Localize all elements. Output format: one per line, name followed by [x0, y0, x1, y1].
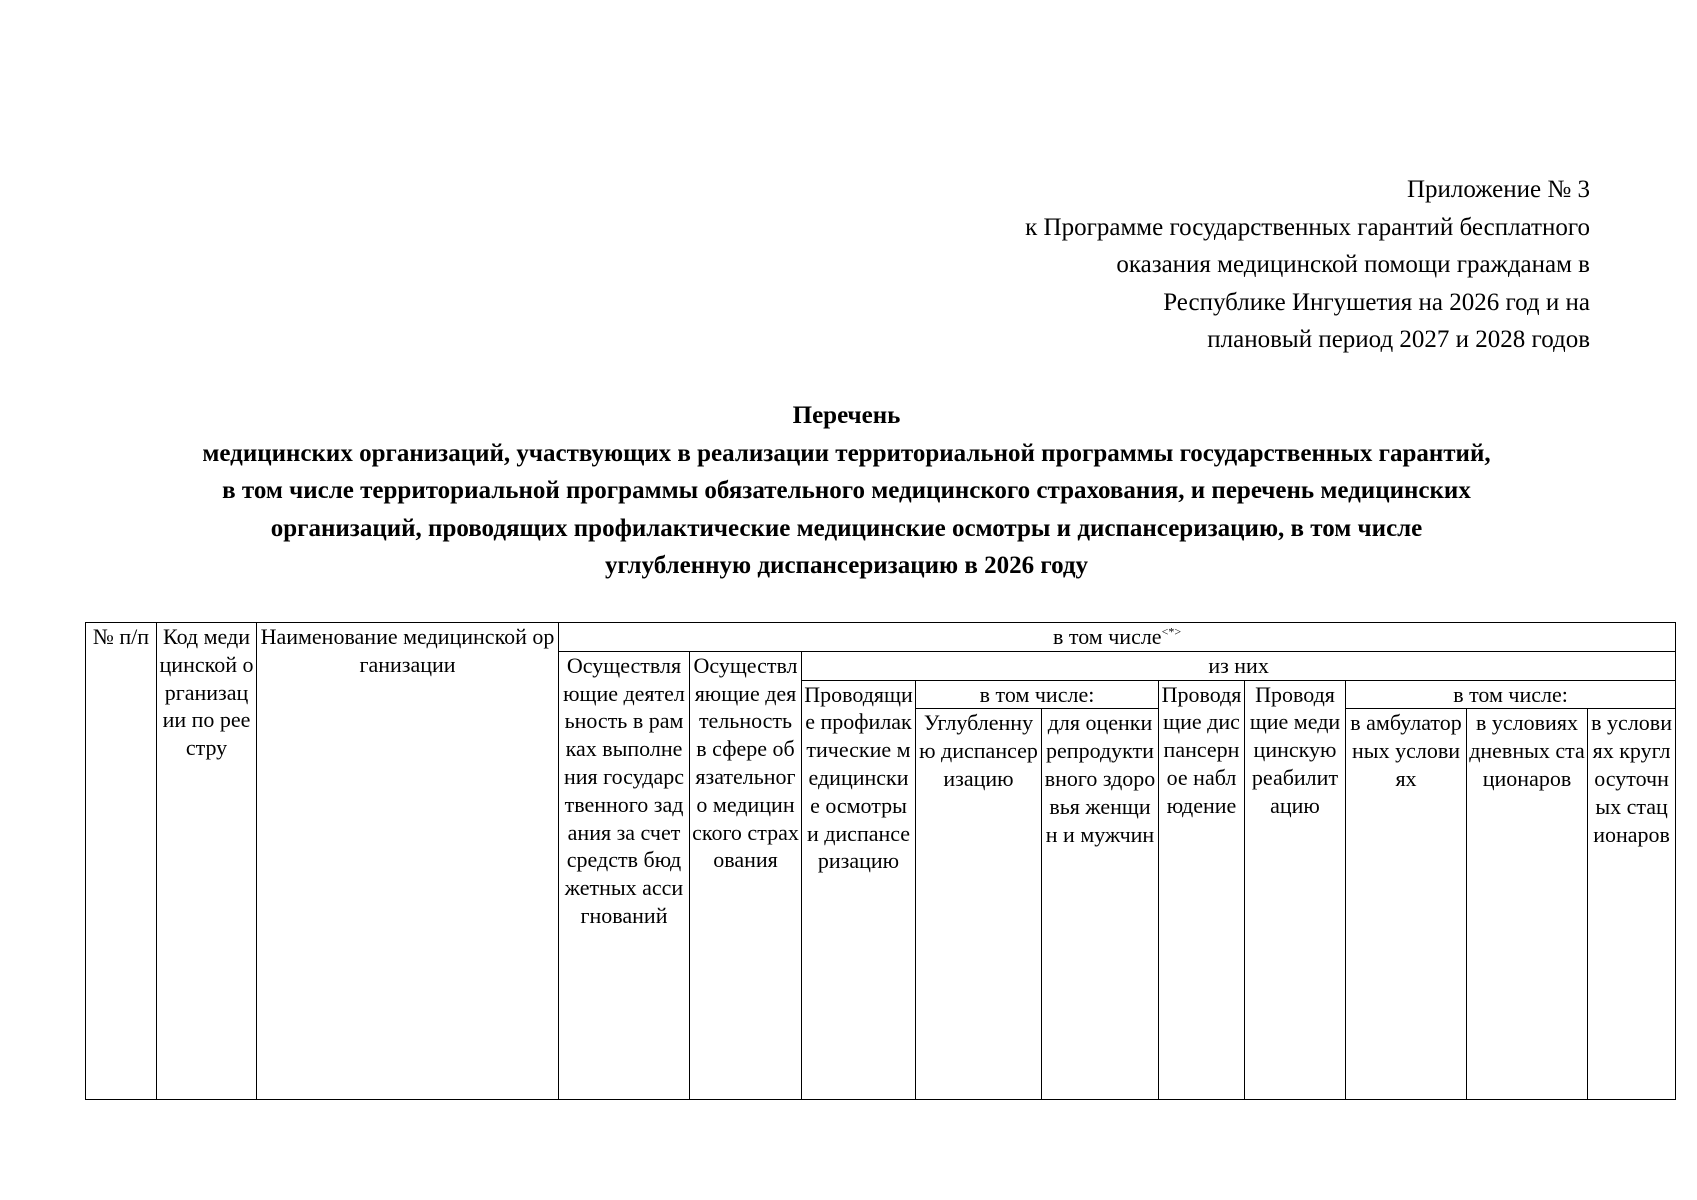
title-line: медицинских организаций, участвующих в реализации территориальной программы государственных гарантий, — [202, 439, 1491, 467]
document-title — [79, 397, 1614, 585]
header-oms: Осуществляющие деятельность в сфере обязательного медицинского страхования — [690, 651, 802, 1100]
header-name: Наименование медицинской организации — [257, 623, 559, 1100]
title-line: в том числе территориальной программы обязательного медицинского страхования, и перечень медицинских — [222, 477, 1471, 504]
header-outpatient: в амбулаторных условиях — [1346, 709, 1467, 1100]
title-line: организаций, проводящих профилактические медицинские осмотры и диспансеризацию, в том числе — [270, 514, 1423, 542]
appendix-line: к Программе государственных гарантий бесплатного — [1025, 213, 1590, 241]
header-in-depth: Углубленную диспансеризацию — [916, 709, 1042, 1100]
header-including — [559, 623, 1676, 652]
header-prophylactic: Проводящие профилактические медицинские осмотры и диспансеризацию — [802, 680, 916, 1100]
header-rehab: Проводящие медицинскую реабилитацию — [1245, 680, 1346, 1100]
title-line: Перечень — [792, 402, 901, 429]
header-day-hospital: в условиях дневных стационаров — [1467, 709, 1588, 1100]
appendix-line: Приложение № 3 — [1406, 176, 1590, 203]
appendix-line: Республике Ингушетия на 2026 год и на — [1163, 288, 1590, 316]
header-reproductive: для оценки репродуктивного здоровья женщин и мужчин — [1042, 709, 1159, 1100]
footnote-mark: <*> — [1161, 624, 1182, 639]
appendix-line: оказания медицинской помощи гражданам в — [1116, 251, 1590, 278]
header-num: № п/п — [86, 623, 157, 1100]
header-including-1: в том числе: — [916, 680, 1159, 709]
header-dispensary: Проводящие диспансерное наблюдение — [1159, 680, 1245, 1100]
header-of-them: из них — [802, 651, 1676, 680]
appendix-block — [1025, 171, 1590, 359]
header-including-label: в том числе — [1053, 624, 1162, 649]
appendix-line: плановый период 2027 и 2028 годов — [1207, 326, 1590, 353]
header-code: Код медицинской организации по реестру — [157, 623, 257, 1100]
header-including-2: в том числе: — [1346, 680, 1676, 709]
organizations-table — [85, 622, 1676, 1100]
title-line: углубленную диспансеризацию в 2026 году — [604, 552, 1089, 579]
header-round-hospital: в условиях круглосуточных стационаров — [1588, 709, 1676, 1100]
header-state-task: Осуществляющие деятельность в рамках выполнения государственного задания за счет средств бюджетных ассигнований — [559, 651, 690, 1100]
